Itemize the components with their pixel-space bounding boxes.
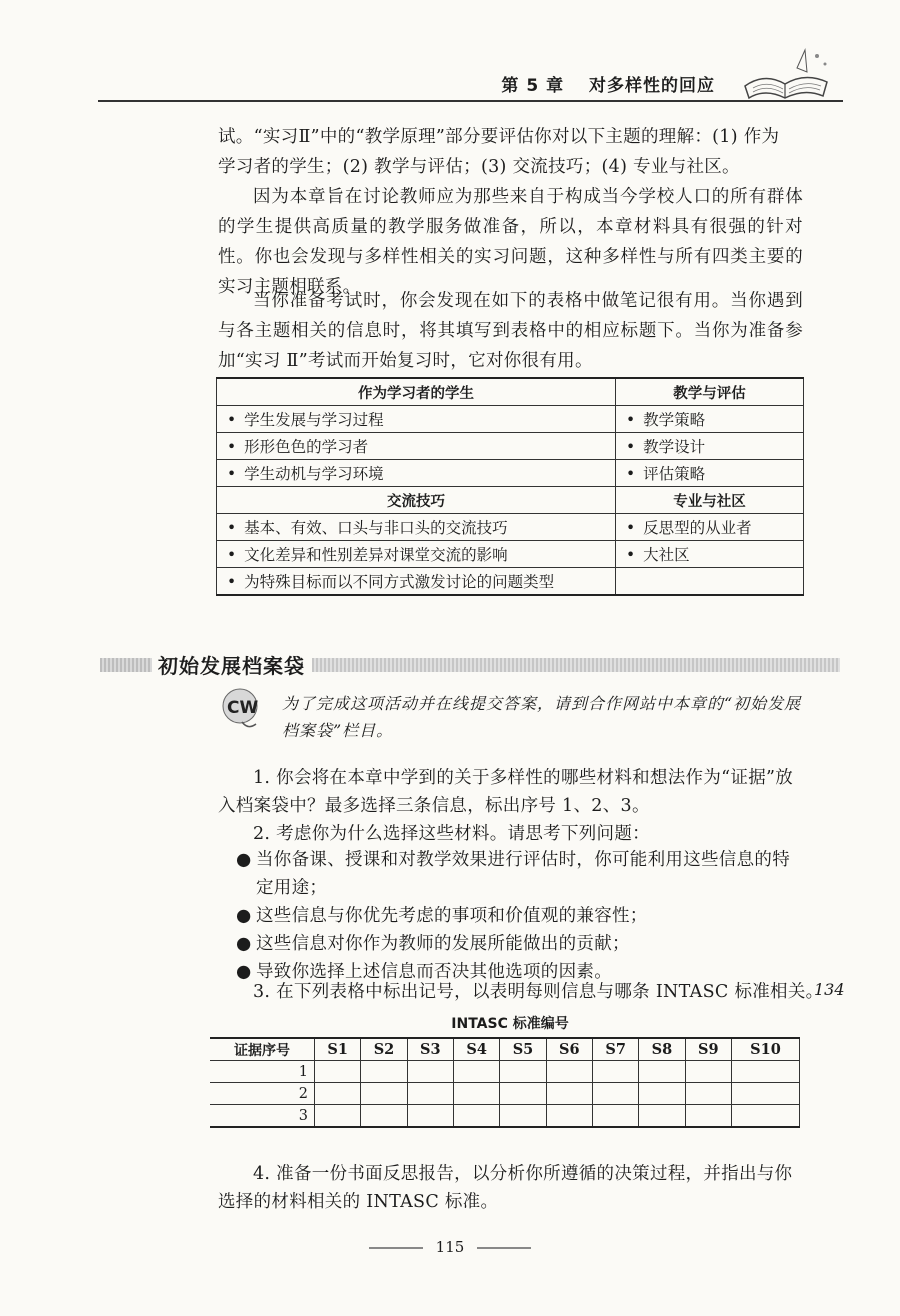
evidence-number: 2 (210, 1083, 315, 1105)
mark-cell[interactable] (639, 1083, 685, 1105)
table-cell-empty (616, 568, 804, 596)
table-cell: • 形形色色的学习者 (217, 433, 616, 460)
table-row (217, 460, 804, 487)
standard-header: S2 (361, 1038, 407, 1061)
companion-website-icon (218, 686, 262, 730)
header-rule (98, 100, 843, 102)
mark-cell[interactable] (453, 1105, 499, 1128)
paragraph-purpose: 因为本章旨在讨论教师应为那些来自于构成当今学校人口的所有群体的学生提供高质量的教学服务做准备，所以，本章材料具有很强的针对性。你也会发现与多样性相关的实习问题，这种多样性与所有四类主要的实习主题相联系。 (218, 187, 803, 297)
standard-header: S4 (453, 1038, 499, 1061)
standard-header: S1 (315, 1038, 361, 1061)
section-heading-bar (100, 650, 840, 680)
open-book-icon (735, 42, 835, 104)
table-cell: • 学生动机与学习环境 (217, 460, 616, 487)
header-learners: 作为学习者的学生 (217, 378, 616, 406)
table-row (217, 541, 804, 568)
section-stripe (312, 658, 840, 672)
cw-instruction: 为了完成这项活动并在线提交答案，请到合作网站中本章的“初始发展档案袋”栏目。 (282, 694, 802, 740)
table-cell: • 教学策略 (616, 406, 804, 433)
list-item: ● 当你备课、授课和对教学效果进行评估时，你可能利用这些信息的特定用途； (236, 850, 790, 898)
list-item: ● 这些信息对你作为教师的发展所能做出的贡献； (236, 934, 630, 954)
mark-cell[interactable] (685, 1105, 731, 1128)
header-instruction: 教学与评估 (616, 378, 804, 406)
table-cell: • 大社区 (616, 541, 804, 568)
mark-cell[interactable] (361, 1105, 407, 1128)
standard-header: S9 (685, 1038, 731, 1061)
evidence-number-header: 证据序号 (210, 1038, 315, 1061)
mark-cell[interactable] (407, 1083, 453, 1105)
question-1: 1. 你会将在本章中学到的关于多样性的哪些材料和想法作为“证据”放入档案袋中？最多选择三条信息，标出序号 1、2、3。 (218, 768, 794, 816)
mark-cell[interactable] (500, 1105, 546, 1128)
mark-cell[interactable] (315, 1061, 361, 1083)
mark-cell[interactable] (407, 1105, 453, 1128)
mark-cell[interactable] (361, 1083, 407, 1105)
list-item: ● 这些信息与你优先考虑的事项和价值观的兼容性； (236, 906, 648, 926)
mark-cell[interactable] (546, 1105, 592, 1128)
mark-cell[interactable] (731, 1083, 799, 1105)
table-header-row (217, 378, 804, 406)
table-row (210, 1083, 800, 1105)
list-item: ● 导致你选择上述信息而否决其他选项的因素。 (236, 962, 612, 982)
standard-header: S8 (639, 1038, 685, 1061)
mark-cell[interactable] (500, 1061, 546, 1083)
chapter-title: 对多样性的回应 (589, 76, 715, 96)
standard-header: S5 (500, 1038, 546, 1061)
header-communication: 交流技巧 (217, 487, 616, 514)
table-row (210, 1105, 800, 1128)
svg-text:CW: CW (227, 698, 259, 718)
question-3: 3. 在下列表格中标出记号，以表明每则信息与哪条 INTASC 标准相关。 (253, 982, 824, 1002)
mark-cell[interactable] (315, 1083, 361, 1105)
table-row (217, 514, 804, 541)
mark-cell[interactable] (592, 1105, 638, 1128)
standard-header: S3 (407, 1038, 453, 1061)
standard-header: S7 (592, 1038, 638, 1061)
topics-table (216, 377, 804, 596)
question-4: 4. 准备一份书面反思报告，以分析你所遵循的决策过程，并指出与你选择的材料相关的 INTASC 标准。 (218, 1164, 793, 1212)
table-cell: • 文化差异和性别差异对课堂交流的影响 (217, 541, 616, 568)
page-footer (0, 1238, 900, 1256)
mark-cell[interactable] (407, 1061, 453, 1083)
section-title: 初始发展档案袋 (158, 654, 305, 678)
running-header (98, 60, 843, 102)
table-row (217, 568, 804, 596)
mark-cell[interactable] (685, 1083, 731, 1105)
chapter-heading (501, 71, 715, 96)
mark-cell[interactable] (546, 1083, 592, 1105)
footer-dash (369, 1247, 423, 1249)
table-row (210, 1061, 800, 1083)
paragraph-intro (218, 122, 803, 182)
table-row (217, 433, 804, 460)
mark-cell[interactable] (453, 1083, 499, 1105)
footer-dash (477, 1247, 531, 1249)
table-cell: • 为特殊目标而以不同方式激发讨论的问题类型 (217, 568, 616, 596)
paragraph-line: 学习者的学生；(2) 教学与评估；(3) 交流技巧；(4) 专业与社区。 (218, 157, 740, 177)
evidence-number: 1 (210, 1061, 315, 1083)
mark-cell[interactable] (731, 1105, 799, 1128)
mark-cell[interactable] (361, 1061, 407, 1083)
table-header-row (217, 487, 804, 514)
table-header-row (210, 1038, 800, 1061)
section-stripe (100, 658, 152, 672)
intasc-table (210, 1037, 800, 1128)
table-cell: • 学生发展与学习过程 (217, 406, 616, 433)
mark-cell[interactable] (592, 1061, 638, 1083)
standard-header: S10 (731, 1038, 799, 1061)
mark-cell[interactable] (639, 1061, 685, 1083)
mark-cell[interactable] (453, 1061, 499, 1083)
mark-cell[interactable] (731, 1061, 799, 1083)
mark-cell[interactable] (639, 1105, 685, 1128)
consideration-list (236, 846, 804, 986)
evidence-number: 3 (210, 1105, 315, 1128)
mark-cell[interactable] (685, 1061, 731, 1083)
table-cell: • 基本、有效、口头与非口头的交流技巧 (217, 514, 616, 541)
paragraph-line: 试。“实习Ⅱ”中的“教学原理”部分要评估你对以下主题的理解：(1) 作为 (218, 127, 780, 147)
chapter-number: 第 5 章 (501, 76, 565, 96)
mark-cell[interactable] (315, 1105, 361, 1128)
intasc-table-title: INTASC 标准编号 (451, 1016, 569, 1032)
mark-cell[interactable] (546, 1061, 592, 1083)
table-row (217, 406, 804, 433)
page-number: 115 (435, 1238, 465, 1256)
mark-cell[interactable] (592, 1083, 638, 1105)
table-cell: • 评估策略 (616, 460, 804, 487)
header-profession: 专业与社区 (616, 487, 804, 514)
table-cell: • 反思型的从业者 (616, 514, 804, 541)
original-page-number: 134 (814, 980, 845, 999)
standard-header: S6 (546, 1038, 592, 1061)
question-2: 2. 考虑你为什么选择这些材料。请思考下列问题： (253, 824, 650, 844)
mark-cell[interactable] (500, 1083, 546, 1105)
paragraph-notes: 当你准备考试时，你会发现在如下的表格中做笔记很有用。当你遇到与各主题相关的信息时，将其填写到表格中的相应标题下。当你为准备参加“实习 Ⅱ”考试而开始复习时，它对你很有用。 (218, 291, 803, 371)
table-cell: • 教学设计 (616, 433, 804, 460)
